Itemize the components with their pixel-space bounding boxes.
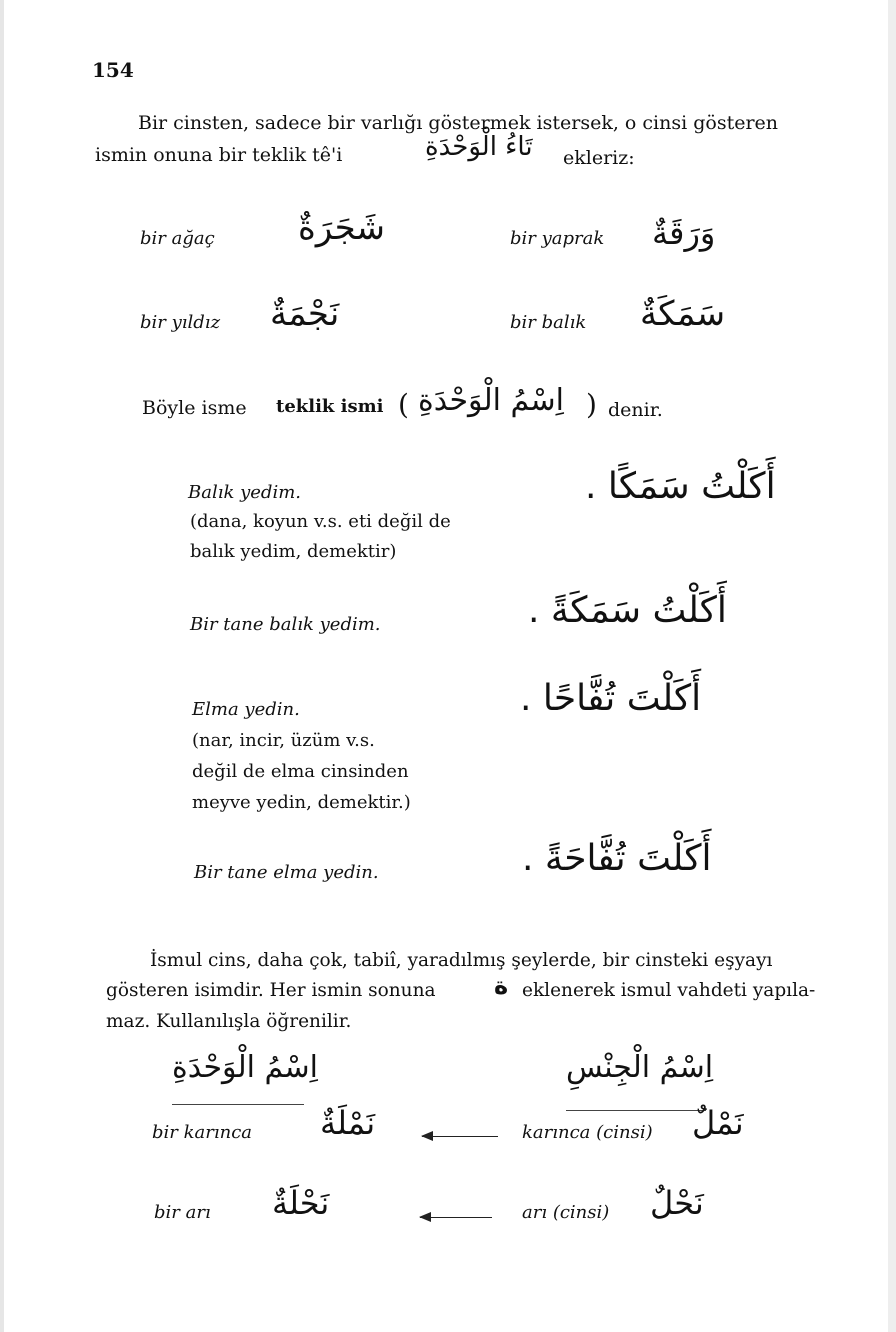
example-ar-leaf: وَرَقَةٌ	[652, 214, 716, 252]
sentence-1-note-1: (dana, koyun v.s. eti değil de	[190, 511, 451, 532]
second-para-line-2-pre: gösteren isimdir. Her ismin sonuna	[106, 980, 436, 1001]
sentence-3-note-3: meyve yedin, demektir.)	[192, 792, 411, 813]
example-tr-fish: bir balık	[510, 312, 587, 333]
example-ar-tree: شَجَرَةٌ	[298, 208, 386, 248]
naming-paren-open: (	[398, 388, 409, 421]
row-1-left-ar: نَمْلَةٌ	[320, 1104, 376, 1142]
right-header-ism-jins: اِسْمُ الْجِنْسِ	[566, 1050, 714, 1085]
page-number: 154	[92, 58, 134, 82]
second-para-line-3: maz. Kullanılışla öğrenilir.	[106, 1011, 352, 1032]
left-header-ism-wahda: اِسْمُ الْوَحْدَةِ	[172, 1050, 318, 1085]
sentence-2-arabic: أَكَلْتُ سَمَكَةً .	[528, 590, 727, 631]
sentence-1-arabic: أَكَلْتُ سَمَكًا .	[585, 466, 776, 507]
naming-pre: Böyle isme	[142, 397, 247, 419]
intro-line-1: Bir cinsten, sadece bir varlığı göstermek istersek, o cinsi gösteren	[138, 112, 779, 134]
naming-bold-term: teklik ismi	[276, 396, 384, 417]
row-2-right-ar: نَحْلٌ	[650, 1184, 704, 1222]
sentence-3-arabic: أَكَلْتَ تُفَّاحًا .	[520, 678, 702, 719]
row-1-right-tr: karınca (cinsi)	[522, 1122, 653, 1143]
naming-post: denir.	[608, 399, 663, 421]
arabic-term-ta-wahda: تَاءُ الْوَحْدَةِ	[425, 132, 533, 162]
row-2-left-ar: نَحْلَةٌ	[272, 1184, 330, 1222]
second-para-line-2-post: eklenerek ismul vahdeti yapıla-	[522, 980, 816, 1001]
example-tr-leaf: bir yaprak	[510, 228, 605, 249]
arabic-term-ism-wahda: اِسْمُ الْوَحْدَةِ	[418, 383, 564, 418]
example-tr-tree: bir ağaç	[140, 228, 215, 249]
sentence-1-title: Balık yedim.	[188, 482, 301, 503]
sentence-1-note-2: balık yedim, demektir)	[190, 541, 397, 562]
row-1-left-tr: bir karınca	[152, 1122, 253, 1143]
intro-line-2-end: ekleriz:	[563, 147, 635, 169]
row-2-left-tr: bir arı	[154, 1202, 211, 1223]
example-ar-star: نَجْمَةٌ	[270, 294, 340, 334]
ta-marbuta-symbol: ة	[494, 972, 509, 1000]
right-header-rule	[566, 1110, 706, 1111]
row-1-arrow-icon	[422, 1136, 498, 1137]
example-tr-star: bir yıldız	[140, 312, 221, 333]
intro-line-2-text: ismin onuna bir teklik tê'i	[95, 144, 343, 166]
intro-line-2	[95, 144, 342, 167]
sentence-2-title: Bir tane balık yedim.	[190, 614, 381, 635]
sentence-3-note-1: (nar, incir, üzüm v.s.	[192, 730, 375, 751]
row-2-arrow-icon	[420, 1217, 492, 1218]
sentence-3-title: Elma yedin.	[192, 699, 300, 720]
sentence-4-title: Bir tane elma yedin.	[194, 862, 379, 883]
row-2-right-tr: arı (cinsi)	[522, 1202, 610, 1223]
second-para-line-1: İsmul cins, daha çok, tabiî, yaradılmış şeylerde, bir cinsteki eşyayı	[150, 950, 773, 971]
row-1-right-ar: نَمْلٌ	[692, 1104, 744, 1142]
naming-paren-close: )	[586, 388, 597, 421]
sentence-4-arabic: أَكَلْتَ تُفَّاحَةً .	[522, 838, 712, 879]
example-ar-fish: سَمَكَةٌ	[640, 294, 726, 334]
left-header-rule	[172, 1104, 304, 1105]
sentence-3-note-2: değil de elma cinsinden	[192, 761, 409, 782]
